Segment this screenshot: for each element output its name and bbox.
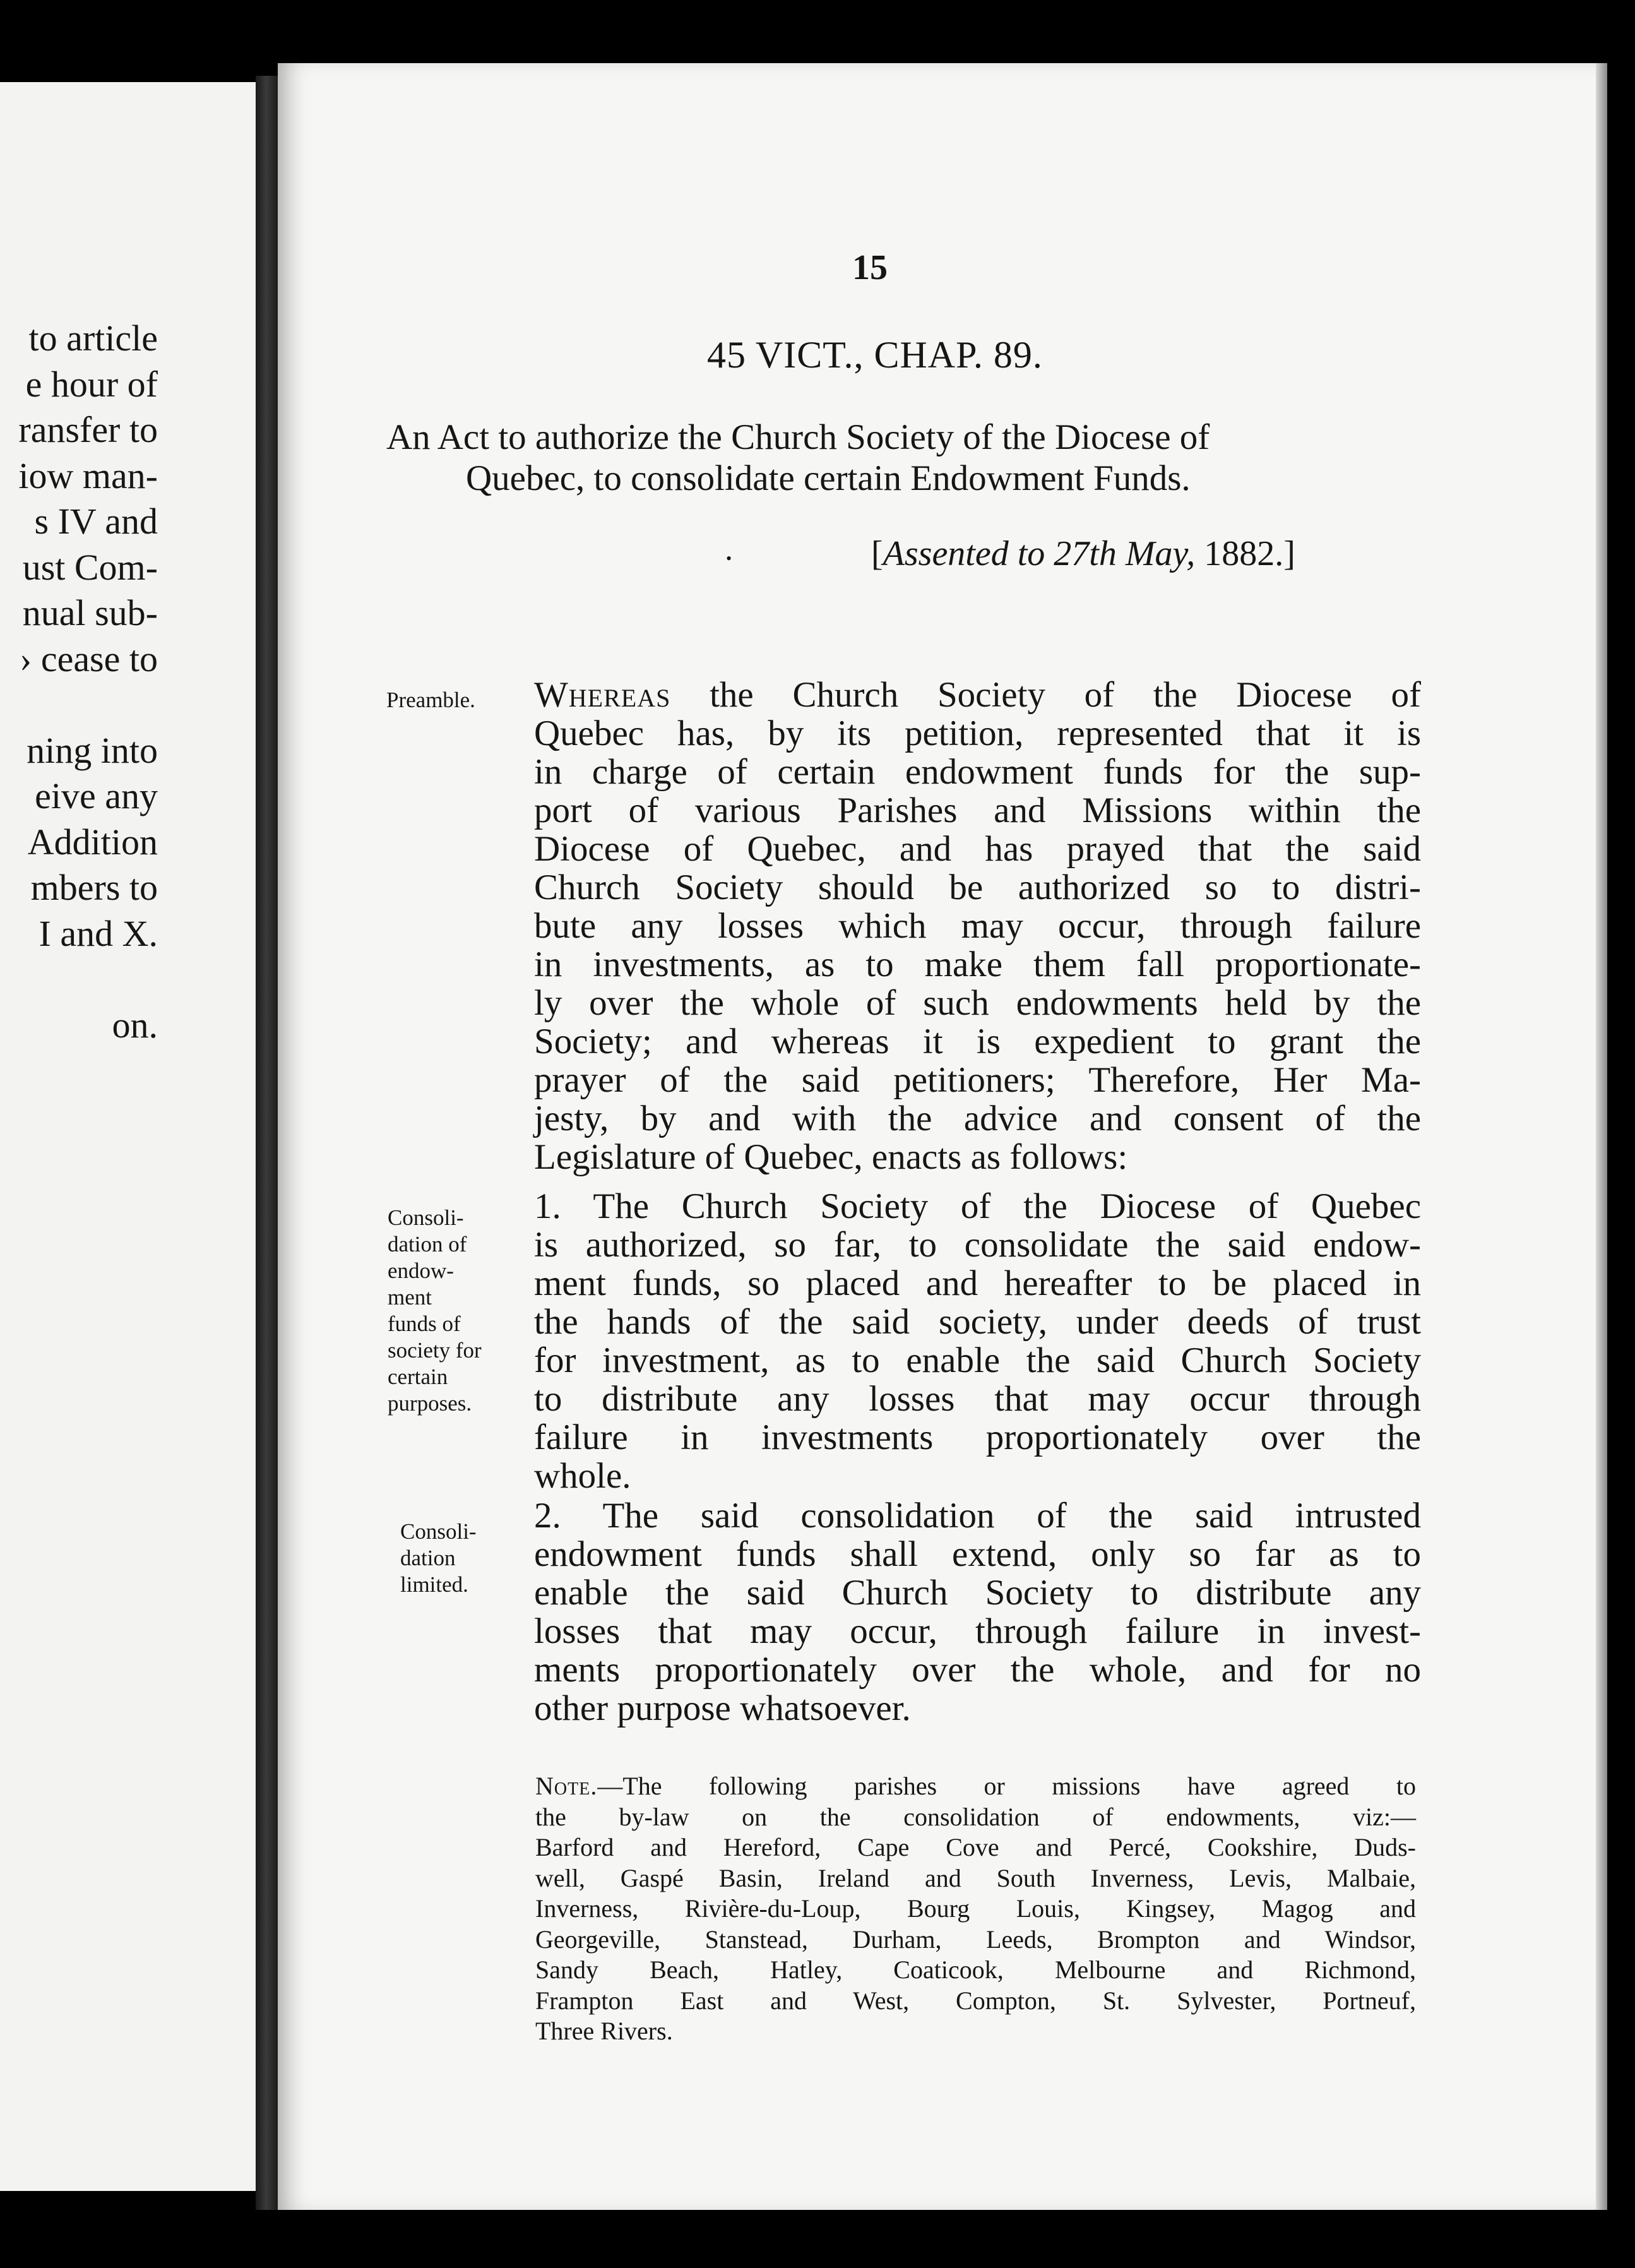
left-fragment-line: I and X. (39, 912, 158, 954)
margin-note-line: dation of (388, 1232, 467, 1256)
assent-date (871, 534, 1295, 574)
margin-note-preamble: Preamble. (386, 688, 475, 712)
left-fragment-line: on. (112, 1004, 158, 1046)
preamble-line: Quebec has, by its petition, represented that it is (534, 713, 1421, 753)
act-title-line-1: An Act to authorize the Church Society of the Diocese of (386, 417, 1210, 457)
note-line: Three Rivers. (535, 2017, 673, 2045)
page-number: 15 (852, 248, 888, 287)
section-1-line: ment funds, so placed and hereafter to be placed in (534, 1263, 1421, 1303)
main-page (278, 63, 1597, 2210)
section-1-line: 1. The Church Society of the Diocese of Quebec (534, 1186, 1421, 1226)
preamble-line (534, 676, 1421, 714)
left-fragment-line: eive any (35, 775, 158, 816)
margin-note-line: society for (388, 1338, 482, 1363)
section-1-paragraph (534, 1187, 1421, 1495)
note-line: Frampton East and West, Compton, St. Sylvester, Portneuf, (535, 1986, 1416, 2015)
preamble-line-text: the Church Society of the Diocese of (710, 675, 1421, 715)
left-fragment-line: ransfer to (18, 409, 158, 450)
left-fragment-line: Addition (27, 821, 158, 862)
section-2-line: losses that may occur, through failure in invest- (534, 1611, 1421, 1651)
act-title-line-2: Quebec, to consolidate certain Endowment Funds. (466, 458, 1191, 498)
left-fragment-line: e hour of (25, 363, 158, 405)
section-2-line: endowment funds shall extend, only so far as to (534, 1534, 1421, 1574)
preamble-line: in investments, as to make them fall proportionate- (534, 945, 1421, 984)
preamble-paragraph (534, 676, 1421, 1176)
left-fragment-line (18, 682, 158, 728)
margin-note-line: dation (400, 1546, 456, 1570)
margin-note-consolidation (388, 1205, 514, 1417)
margin-note-limited (400, 1519, 508, 1598)
left-fragment-line: to article (28, 318, 158, 359)
section-1-line: the hands of the said society, under deeds of trust (534, 1302, 1421, 1342)
preamble-line: Church Society should be authorized so to distri- (534, 868, 1421, 907)
preamble-lead-word: Whereas (534, 675, 671, 715)
left-facing-page (0, 82, 262, 2191)
left-fragment-line: ning into (27, 729, 158, 771)
assent-bracket-open: [ (871, 534, 883, 573)
margin-note-line: endow- (388, 1258, 454, 1283)
margin-note-line: purposes. (388, 1391, 472, 1416)
margin-note-line: Consoli- (400, 1519, 477, 1544)
left-fragment-line: › cease to (20, 638, 158, 679)
preamble-line: Legislature of Quebec, enacts as follows: (534, 1137, 1128, 1177)
left-fragment-line: mbers to (30, 867, 158, 908)
section-1-line: is authorized, so far, to consolidate the said endow- (534, 1225, 1421, 1265)
note-line: Barford and Hereford, Cape Cove and Percé, Cookshire, Duds- (535, 1833, 1416, 1861)
section-2-line: 2. The said consolidation of the said intrusted (534, 1496, 1421, 1536)
left-fragment-line: iow man- (18, 455, 158, 496)
section-1-line: for investment, as to enable the said Church Society (534, 1340, 1421, 1380)
section-2-line: enable the said Church Society to distribute any (534, 1573, 1421, 1613)
note-line: well, Gaspé Basin, Ireland and South Inverness, Levis, Malbaie, (535, 1863, 1416, 1892)
section-1-line: to distribute any losses that may occur through (534, 1379, 1421, 1419)
preamble-line: prayer of the said petitioners; Therefore, Her Ma- (534, 1060, 1421, 1100)
note-line: Inverness, Rivière-du-Loup, Bourg Louis, Kingsey, Magog and (535, 1894, 1416, 1923)
left-fragment-line: ust Com- (22, 546, 158, 588)
footnote-parishes (535, 1771, 1416, 2047)
section-2-line: ments proportionately over the whole, and for no (534, 1650, 1421, 1690)
section-2-paragraph (534, 1496, 1421, 1728)
preamble-line: in charge of certain endowment funds for the sup- (534, 752, 1421, 792)
note-line: Sandy Beach, Hatley, Coaticook, Melbourne and Richmond, (535, 1955, 1416, 1984)
preamble-line: port of various Parishes and Missions within the (534, 791, 1421, 830)
note-line-text: —The following parishes or missions have agreed to (597, 1772, 1416, 1800)
note-line: Georgeville, Stanstead, Durham, Leeds, Brompton and Windsor, (535, 1925, 1416, 1954)
assent-year: 1882.] (1195, 534, 1295, 573)
margin-note-line: Consoli- (388, 1205, 464, 1230)
preamble-line: ly over the whole of such endowments held by the (534, 983, 1421, 1023)
section-1-line: whole. (534, 1456, 631, 1496)
left-fragment-line: s IV and (34, 501, 158, 542)
left-page-text-fragments (18, 316, 158, 1048)
page-edge-shadow (1596, 63, 1607, 2210)
assent-italic: Assented to 27th May, (883, 534, 1196, 573)
preamble-line: bute any losses which may occur, through failure (534, 906, 1421, 946)
chapter-heading: 45 VICT., CHAP. 89. (707, 334, 1043, 376)
left-fragment-line (18, 957, 158, 1003)
preamble-line: Society; and whereas it is expedient to grant the (534, 1022, 1421, 1061)
section-2-line: other purpose whatsoever. (534, 1688, 911, 1728)
preamble-line: Diocese of Quebec, and has prayed that the said (534, 829, 1421, 869)
note-line: the by-law on the consolidation of endowments, viz:— (535, 1802, 1416, 1831)
margin-note-line: ment (388, 1285, 432, 1310)
stray-dot-mark: • (726, 549, 732, 568)
note-line (535, 1771, 1416, 1802)
section-1-line: failure in investments proportionately over the (534, 1418, 1421, 1457)
note-lead-word: Note. (535, 1772, 598, 1800)
left-fragment-line: nual sub- (22, 592, 158, 633)
margin-note-line: certain (388, 1364, 448, 1389)
margin-note-line: funds of (388, 1311, 461, 1336)
margin-note-line: limited. (400, 1572, 468, 1597)
preamble-line: jesty, by and with the advice and consent of the (534, 1099, 1421, 1138)
